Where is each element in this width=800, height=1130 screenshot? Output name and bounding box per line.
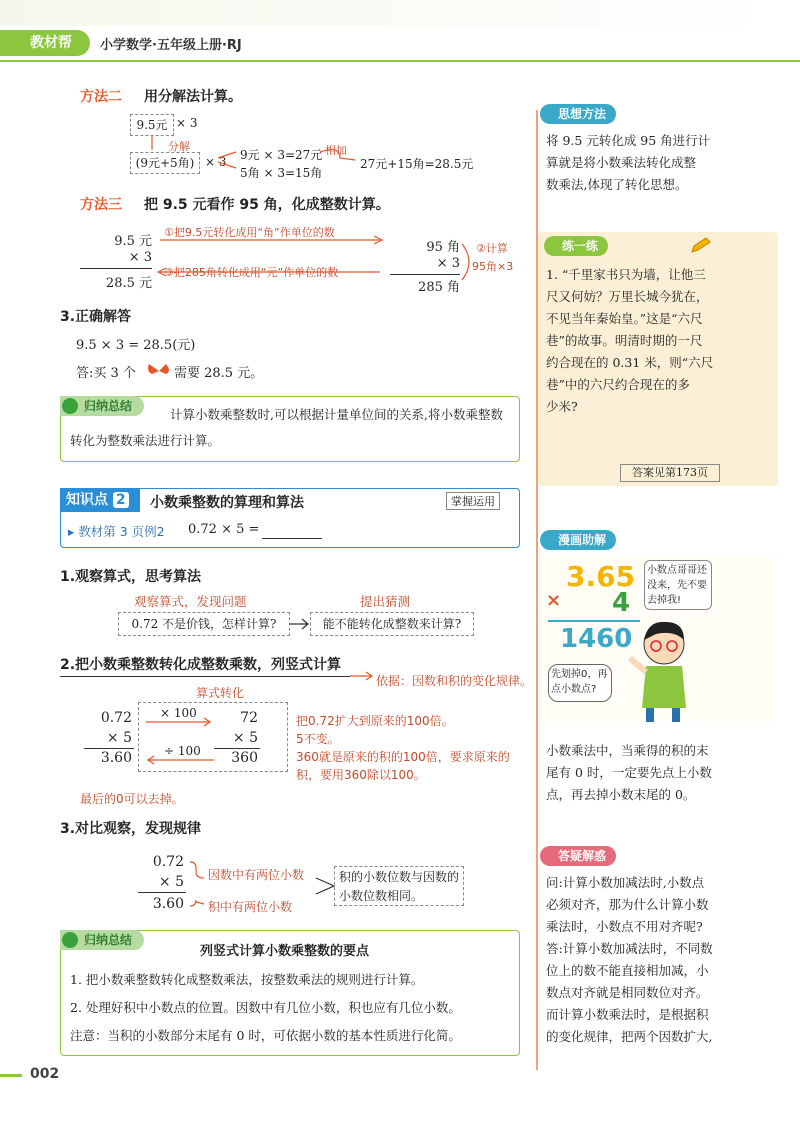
convert-a-rule	[84, 748, 134, 749]
qa-line: 问:计算小数加减法时,小数点	[546, 875, 705, 890]
method2-label: 方法二	[80, 89, 122, 105]
m3-right-res: 285 角	[418, 280, 460, 295]
kp2-badge: 知识点 2	[60, 488, 140, 512]
m3-step1: ①把9.5元转化成用“角”作单位的数	[164, 226, 335, 239]
comic-bubble1: 小数点哥哥还没来，先不要去掉我!	[644, 560, 712, 610]
method2-result: 27元+15角=28.5元	[360, 157, 474, 171]
comic-text	[546, 740, 776, 806]
answer-post: 需要 28.5 元。	[174, 366, 264, 381]
qa-line: 答:计算小数加减法时，不同数	[546, 941, 713, 956]
convert-heading: 2.把小数乘整数转化成整数乘数，列竖式计算	[60, 657, 342, 673]
convert-n4: 最后的0可以去掉。	[80, 792, 184, 806]
convert-x100: × 100	[160, 706, 197, 720]
m3-right-top: 95 角	[426, 240, 460, 255]
observe-b1: 0.72 不是价钱，怎样计算?	[118, 612, 290, 636]
qa-text	[546, 872, 776, 1048]
convert-b-top: 72	[240, 710, 258, 726]
m3-left-res: 28.5 元	[105, 276, 152, 291]
method2-line1: 9元 × 3=27元	[240, 148, 323, 162]
qa-line: 位上的数不能直接相加减，小	[546, 963, 709, 978]
kp2-title: 小数乘整数的算理和算法	[150, 495, 304, 511]
kp2-problem: 0.72 × 5 =	[188, 522, 260, 537]
convert-underline	[60, 676, 350, 677]
convert-d100: ÷ 100	[164, 744, 201, 758]
book-title: 小学数学·五年级上册·RJ	[100, 38, 242, 53]
summary2-title: 列竖式计算小数乘整数的要点	[200, 944, 370, 959]
observe-b2-label: 提出猜测	[360, 594, 411, 609]
practice-line: 尺又何妨？万里长城今犹在，	[546, 289, 709, 304]
kp2-blank	[262, 538, 322, 539]
convert-b-res: 360	[231, 750, 258, 766]
idea-line: 数乘法,体现了转化思想。	[546, 177, 688, 192]
answer-ref: 答案见第173页	[620, 464, 720, 482]
pencil-icon	[690, 236, 712, 254]
convert-b-rule	[214, 748, 260, 749]
method2-text: 用分解法计算。	[144, 89, 242, 105]
idea-text	[546, 130, 776, 196]
page-number-bar	[0, 1074, 22, 1077]
m3-left-mul: × 3	[128, 250, 152, 265]
practice-text	[546, 264, 776, 418]
practice-line: 不见当年秦始皇。”这是“六尺	[546, 311, 703, 326]
summary2-l3: 注意：当积的小数部分末尾有 0 时，可依据小数的基本性质进行化简。	[70, 1028, 461, 1043]
practice-line: 约合现在的 0.31 米，则“六尺	[546, 355, 714, 370]
kp2-mastery: 掌握运用	[446, 492, 500, 510]
convert-a-res: 3.60	[100, 750, 132, 766]
compare-mul: × 5	[158, 874, 184, 890]
practice-tag: 练一练	[544, 236, 608, 256]
compare-braces	[186, 860, 336, 912]
comic-line: 点，再去掉小数末尾的 0。	[546, 787, 696, 802]
comic-line: 小数乘法中，当乘得的积的末	[546, 743, 709, 758]
convert-n2: 5不变。	[296, 732, 340, 746]
method3-arrows	[0, 0, 540, 300]
qa-line: 的变化规律，把两个因数扩大,	[546, 1029, 713, 1044]
practice-line: 巷”中的六尺约合现在的多	[546, 377, 690, 392]
summary1-tag: 归纳总结	[60, 396, 144, 416]
compare-heading: 3.对比观察，发现规律	[60, 821, 202, 837]
idea-tag: 思想方法	[540, 104, 616, 124]
method2-line2: 5角 × 3=15角	[240, 166, 323, 180]
add-note: 相加	[325, 144, 347, 157]
comic-four: 4	[612, 588, 631, 618]
comic-tag: 漫画助解	[540, 530, 616, 550]
method2-x3b: × 3	[205, 155, 227, 169]
m3-step2b: 95角×3	[472, 260, 514, 273]
target-icon-2	[62, 932, 78, 948]
method2-expr: 9.5元	[130, 114, 174, 136]
method3-text: 把 9.5 元看作 95 角，化成整数计算。	[144, 197, 390, 213]
basis-arrow	[350, 670, 376, 684]
convert-a-mul: × 5	[106, 730, 132, 746]
split-note: 分解	[168, 140, 190, 153]
convert-label: 算式转化	[196, 686, 245, 700]
compare-conclusion: 积的小数位数与因数的小数位数相同。	[334, 866, 464, 906]
practice-line: 1. “千里家书只为墙，让他三	[546, 267, 706, 282]
convert-basis: 依据：因数和积的变化规律。	[376, 674, 533, 688]
compare-res: 3.60	[152, 896, 184, 912]
qa-line: 必须对齐，那为什么计算小数	[546, 897, 709, 912]
answer-pre: 答:买 3 个	[76, 366, 136, 381]
brand-tag: 教材帮	[0, 30, 90, 56]
method3-label: 方法三	[80, 197, 122, 213]
butterfly-icon	[146, 362, 172, 380]
summary2-l1: 1. 把小数乘整数转化成整数乘法，按整数乘法的规则进行计算。	[70, 972, 424, 987]
arrow-right-icon	[290, 618, 310, 630]
boy-illustration	[626, 618, 696, 722]
comic-line: 尾有 0 时，一定要先点上小数	[546, 765, 712, 780]
comic-bubble2: 先划掉0，再点小数点?	[548, 664, 612, 702]
observe-b1-label: 观察算式，发现问题	[134, 594, 247, 609]
compare-f1: 因数中有两位小数	[208, 868, 305, 882]
qa-tag: 答疑解惑	[540, 846, 616, 866]
kp2-example: ▸ 教材第 3 页例2	[68, 524, 165, 539]
comic-top: 3.65	[566, 560, 636, 593]
summary1-text: 计算小数乘整数时,可以根据计量单位间的关系,将小数乘整数转化为整数乘法进行计算。	[70, 407, 503, 448]
qa-line: 数点对齐就是相同数位对齐。	[546, 985, 709, 1000]
qa-line: 乘法时，小数点不用对齐呢?	[546, 919, 703, 934]
convert-a-top: 0.72	[100, 710, 132, 726]
practice-line: 巷”的故事。明清时期的一尺	[546, 333, 703, 348]
compare-rule	[138, 892, 186, 893]
method2-split: (9元+5角)	[130, 152, 200, 174]
comic-res: 1460	[560, 624, 633, 654]
observe-b2: 能不能转化成整数来计算?	[310, 612, 474, 636]
compare-f2: 积中有两位小数	[208, 900, 293, 914]
convert-n3: 360就是原来的积的100倍，要求原来的积，要用360除以100。	[296, 750, 510, 782]
summary2-tag: 归纳总结	[60, 930, 144, 950]
solve-eq: 9.5 × 3 = 28.5(元)	[76, 338, 196, 353]
m3-step3: ③把285角转化成用“元”作单位的数	[164, 266, 339, 279]
m3-step2: ②计算	[476, 242, 508, 255]
idea-line: 将 9.5 元转化成 95 角进行计	[546, 133, 711, 148]
page-number: 002	[30, 1066, 60, 1082]
method2-times: × 3	[176, 116, 198, 130]
m3-left-top: 9.5 元	[114, 234, 152, 249]
qa-line: 而计算小数乘法时，是根据积	[546, 1007, 709, 1022]
convert-n1: 把0.72扩大到原来的100倍。	[296, 714, 454, 728]
summary2-l2: 2. 处理好积中小数点的位置。因数中有几位小数，积也应有几位小数。	[70, 1000, 461, 1015]
comic-mul: ×	[546, 590, 562, 611]
convert-b-mul: × 5	[232, 730, 258, 746]
compare-top: 0.72	[152, 854, 184, 870]
m3-right-mul: × 3	[436, 256, 460, 271]
observe-heading: 1.观察算式，思考算法	[60, 569, 202, 585]
idea-line: 算就是将小数乘法转化成整	[546, 155, 697, 170]
solve-heading: 3.正确解答	[60, 309, 132, 325]
practice-line: 少米?	[546, 399, 578, 414]
